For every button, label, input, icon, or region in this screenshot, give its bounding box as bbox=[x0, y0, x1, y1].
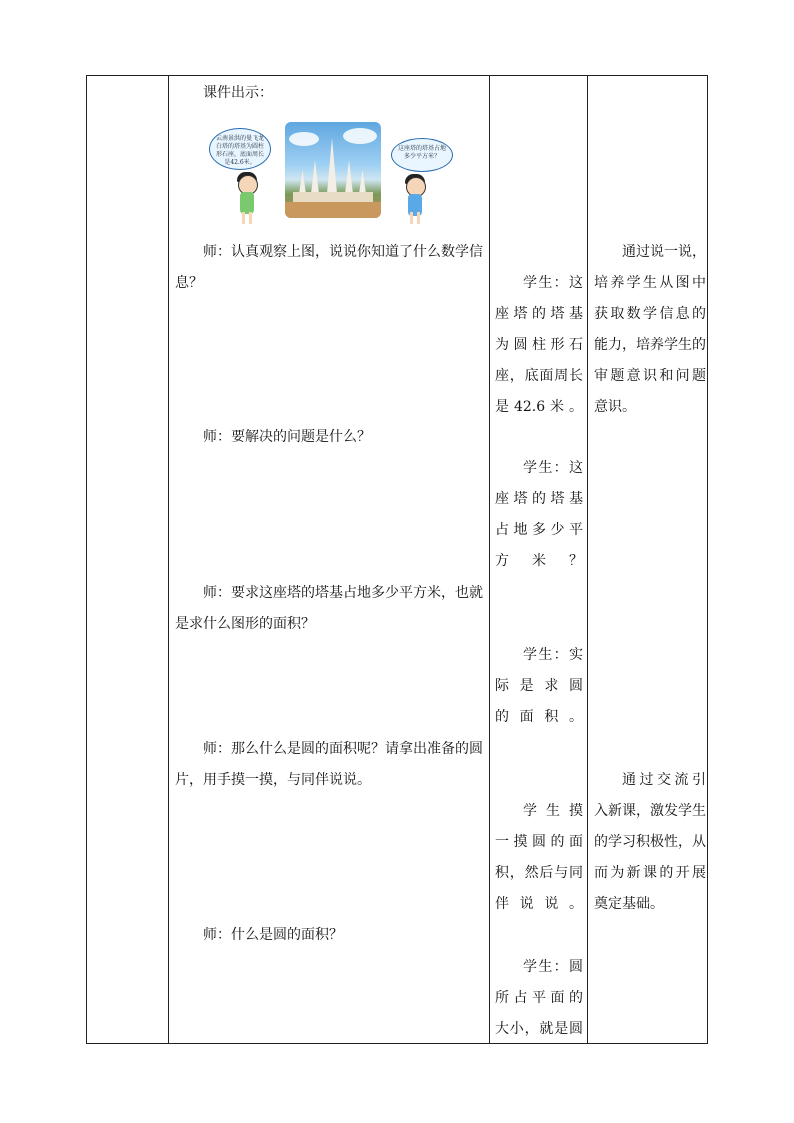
speech-bubble-right: 这座塔的塔基占地多少平方米？ bbox=[391, 138, 453, 172]
courseware-illustration bbox=[205, 118, 446, 218]
pagoda-photo bbox=[285, 122, 381, 218]
lesson-table bbox=[86, 75, 708, 1044]
speech-bubble-left: 云南景洪的曼飞龙白塔的塔基为圆柱形石座，底面周长是42.6米。 bbox=[209, 128, 271, 170]
student-answer-5: 学生：圆 所占平面的 大小，就是圆 bbox=[495, 959, 583, 1037]
column-divider bbox=[168, 76, 169, 1043]
teacher-question-4: 师：那么什么是圆的面积呢？请拿出准备的圆片，用手摸一摸，与同伴说说。 bbox=[175, 741, 483, 788]
teacher-question-3: 师：要求这座塔的塔基占地多少平方米，也就是求什么图形的面积？ bbox=[175, 585, 483, 632]
girl-dress-icon bbox=[240, 192, 254, 214]
teacher-question-1: 师：认真观察上图，说说你知道了什么数学信息？ bbox=[175, 244, 483, 291]
design-intent-1: 通过说一说， 培养学生从图中 获取数学信息的 能力，培养学生的 审题意识和问题 意识。 bbox=[594, 244, 706, 415]
teacher-question-2: 师：要解决的问题是什么？ bbox=[203, 429, 371, 445]
teacher-question-5: 师：什么是圆的面积？ bbox=[203, 927, 343, 943]
student-answer-2: 学生：这 座塔的塔基 占地多少平 方米？ bbox=[495, 460, 583, 569]
student-answer-1: 学生：这 座塔的塔基 为圆柱形石 座，底面周长 是42.6米。 bbox=[495, 275, 583, 415]
student-answer-3: 学生：实 际是求圆 的面积。 bbox=[495, 647, 583, 725]
column-divider bbox=[489, 76, 490, 1043]
courseware-label: 课件出示： bbox=[203, 85, 273, 101]
design-intent-2: 通过交流引 入新课，激发学生 的学习积极性，从 而为新课的开展 奠定基础。 bbox=[594, 772, 706, 912]
pagoda-spire-icon bbox=[327, 138, 337, 194]
student-answer-4: 学生摸 一摸圆的面 积，然后与同 伴说说。 bbox=[495, 803, 583, 912]
column-divider bbox=[587, 76, 588, 1043]
